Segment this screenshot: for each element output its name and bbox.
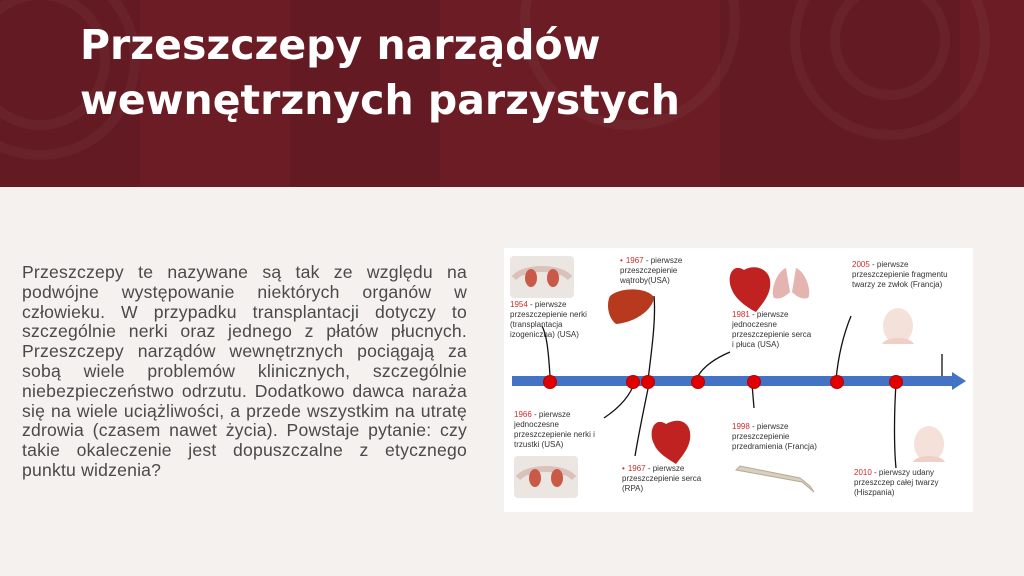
timeline-marker-1966 [627, 376, 640, 389]
bullet-icon: • [622, 464, 625, 473]
transplant-timeline [504, 248, 973, 512]
lungs-icon [773, 268, 810, 299]
timeline-event: 1966 - pierwsze jednoczesne przeszczepienie nerki i trzustki (USA) [514, 410, 595, 449]
timeline-event: 2010 - pierwszy udany przeszczep całej twarzy (Hiszpania) [854, 468, 939, 497]
timeline-marker-1967 [642, 376, 655, 389]
timeline-arrowhead [952, 372, 966, 390]
title-banner [0, 0, 1024, 187]
timeline-event: 1981 - pierwsze jednoczesne przeszczepienie serca i płuca (USA) [732, 310, 812, 349]
timeline-marker-2010 [890, 376, 903, 389]
forearm-icon [736, 466, 814, 492]
face-icon [882, 308, 914, 344]
heart-icon [652, 421, 691, 464]
kidneys-icon [510, 256, 574, 298]
slide-title: Przeszczepy narządów wewnętrznych parzystych [80, 21, 680, 124]
timeline-marker-1998 [748, 376, 761, 389]
connector-line [895, 384, 897, 468]
connector-line [635, 384, 649, 456]
liver-icon [608, 289, 654, 324]
timeline-marker-1954 [544, 376, 557, 389]
timeline-event: • 1967 - pierwsze przeszczepienie serca (RPA) [622, 464, 702, 493]
face-icon [913, 426, 945, 462]
timeline-event: 1998 - pierwsze przeszczepienie przedramienia (Francja) [732, 422, 817, 451]
timeline-event: • 1967 - pierwsze przeszczepienie wątroby(USA) [620, 256, 683, 285]
timeline-event: 1954 - pierwsze przeszczepienie nerki (transplantacja izogeniczna) (USA) [510, 300, 587, 339]
bullet-icon: • [620, 256, 623, 265]
timeline-event: 2005 - pierwsze przeszczepienie fragmentu twarzy ze zwłok (Francja) [852, 260, 948, 289]
kidneys-icon [514, 456, 578, 498]
timeline-marker-1981 [692, 376, 705, 389]
connector-line [836, 316, 851, 380]
connector-line [648, 296, 655, 380]
heart-icon [730, 267, 771, 312]
connector-line [698, 352, 730, 376]
timeline-marker-2005 [831, 376, 844, 389]
slide-body-text: Przeszczepy te nazywane są tak ze względu na podwójne występowanie niektórych organów w człowieku. W przypadku transplantacji dotyczy to szczególnie nerki oraz jednego z płatów płucnych. Przeszczepy narządów wewnętrznych pociągają za sobą wiele problemów klinicznych, szczególnie niebezpieczeństwo odrzutu. Dodatkowo dawca naraża się na wiele uciążliwości, a przede wszystkim na utratę zdrowia (czasem nawet życia). Powstaje pytanie: czy takie okaleczenie jest dopuszczalne z etycznego punktu widzenia? [22, 262, 467, 480]
